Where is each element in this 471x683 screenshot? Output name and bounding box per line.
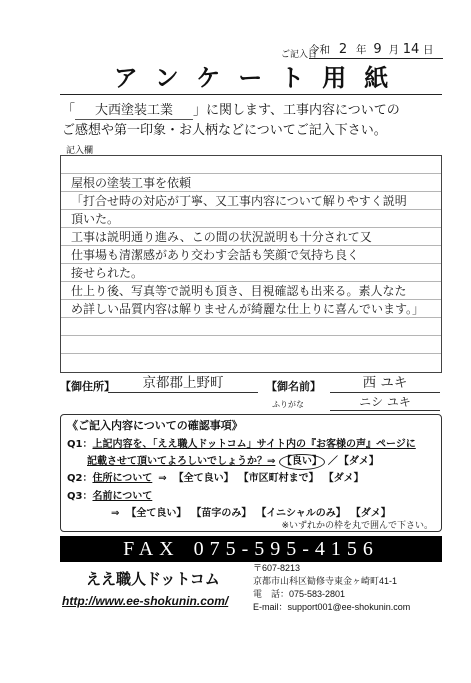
entry-line bbox=[61, 156, 441, 174]
entry-line bbox=[61, 318, 441, 336]
entry-line bbox=[61, 336, 441, 354]
q1-line-1 bbox=[67, 438, 416, 452]
intro-open-bracket: 「 bbox=[62, 103, 76, 118]
date-month: 9 bbox=[373, 42, 382, 57]
address-label: 【御住所】 bbox=[60, 380, 115, 393]
q2-arrow: ⇒ bbox=[158, 473, 167, 484]
q2-option-no: 【ダメ】 bbox=[323, 473, 364, 484]
brand-name: ええ職人ドットコム bbox=[86, 570, 220, 588]
q3-option-all: 【全て良い】 bbox=[126, 508, 187, 519]
q1-option-ok: 【良い】 bbox=[279, 454, 325, 470]
entry-line: 接せられた。 bbox=[61, 264, 441, 282]
q1-text: 上記内容を、「ええ職人ドットコム」サイト内の『お客様の声』ページに bbox=[92, 439, 416, 450]
entry-line: 「打合せ時の対応が丁寧、又工事内容について解りやすく説明 bbox=[61, 192, 441, 210]
q1-separator: ／ bbox=[327, 456, 338, 467]
intro-line-2: ご感想や第一印象・お人柄などについてご記入下さい。 bbox=[62, 123, 387, 138]
entry-line: 仕事場も清潔感があり交わす会話も笑顔で気持ち良く bbox=[61, 246, 441, 264]
q3-line bbox=[67, 490, 152, 504]
confirmation-box bbox=[60, 414, 442, 532]
company-email: E-mail：support001@ee-shokunin.com bbox=[253, 602, 411, 612]
q3-text: 名前について bbox=[92, 491, 153, 502]
page-title: アンケート用紙 bbox=[60, 62, 442, 95]
q2-text: 住所について bbox=[92, 473, 153, 484]
q3-option-no: 【ダメ】 bbox=[350, 508, 391, 519]
postal-code: 〒607-8213 bbox=[253, 563, 301, 573]
q3-option-surname: 【苗字のみ】 bbox=[191, 508, 252, 519]
furigana-label: ふりがな bbox=[272, 400, 304, 409]
date-year-unit: 年 bbox=[356, 44, 367, 56]
q3-option-initials: 【イニシャルのみ】 bbox=[256, 508, 346, 519]
company-phone: 電 話：075-583-2801 bbox=[253, 589, 346, 599]
confirmation-title: 《ご記入内容についての確認事項》 bbox=[67, 419, 243, 432]
fax-number: 075-595-4156 bbox=[193, 538, 379, 560]
entry-box bbox=[60, 155, 442, 373]
q2-option-all: 【全て良い】 bbox=[173, 473, 234, 484]
date-day-unit: 日 bbox=[423, 44, 434, 56]
q1-option-no: 【ダメ】 bbox=[338, 456, 379, 467]
intro-text bbox=[62, 101, 442, 141]
entry-line bbox=[61, 354, 441, 372]
company-address: 京都市山科区勧修寺東金ヶ崎町41-1 bbox=[253, 576, 398, 586]
name-value: 西 ユキ bbox=[330, 374, 440, 393]
q3-label: Q3： bbox=[67, 491, 93, 502]
entry-line: 屋根の塗装工事を依頼 bbox=[61, 174, 441, 192]
date-month-unit: 月 bbox=[388, 44, 399, 56]
company-name: 大西塗装工業 bbox=[75, 102, 193, 120]
confirmation-note: ※いずれかの枠を丸で囲んで下さい。 bbox=[281, 521, 433, 531]
intro-line-1 bbox=[62, 101, 442, 121]
entry-line: 工事は説明通り進み、この間の状況説明も十分されて又 bbox=[61, 228, 441, 246]
q2-label: Q2： bbox=[67, 473, 93, 484]
entry-label: 記入欄 bbox=[66, 146, 94, 156]
intro-line-1-rest: 」に関します、工事内容についての bbox=[193, 103, 400, 118]
address-value: 京都郡上野町 bbox=[108, 374, 258, 393]
company-contact bbox=[253, 562, 410, 614]
date-label: ご記入日 bbox=[281, 50, 318, 60]
entry-line: 仕上り後、写真等で説明も頂き、目視確認も出来る。素人なた bbox=[61, 282, 441, 300]
date-year: 2 bbox=[338, 42, 348, 57]
entry-line: 頂いた。 bbox=[61, 210, 441, 228]
name-label: 【御名前】 bbox=[266, 380, 321, 393]
q2-option-city: 【市区町村まで】 bbox=[238, 473, 319, 484]
q3-arrow: ⇒ bbox=[111, 508, 120, 519]
q1-line-2 bbox=[87, 454, 383, 470]
site-url: http://www.ee-shokunin.com/ bbox=[62, 594, 229, 608]
furigana-value: ニシ ユキ bbox=[330, 394, 440, 411]
date-day: 14 bbox=[402, 42, 420, 57]
q2-line bbox=[67, 472, 368, 486]
q1-label: Q1： bbox=[67, 439, 93, 450]
date-field bbox=[309, 40, 443, 59]
entry-line: め詳しい品質内容は解りませんが綺麗な仕上りに喜んでいます。」 bbox=[61, 300, 441, 318]
date-era: 令和 bbox=[309, 44, 330, 56]
q1-text-2: 記載させて頂いてよろしいでしょうか？⇒ bbox=[87, 456, 276, 467]
fax-label: FAX bbox=[123, 538, 180, 560]
fax-banner bbox=[60, 536, 442, 562]
